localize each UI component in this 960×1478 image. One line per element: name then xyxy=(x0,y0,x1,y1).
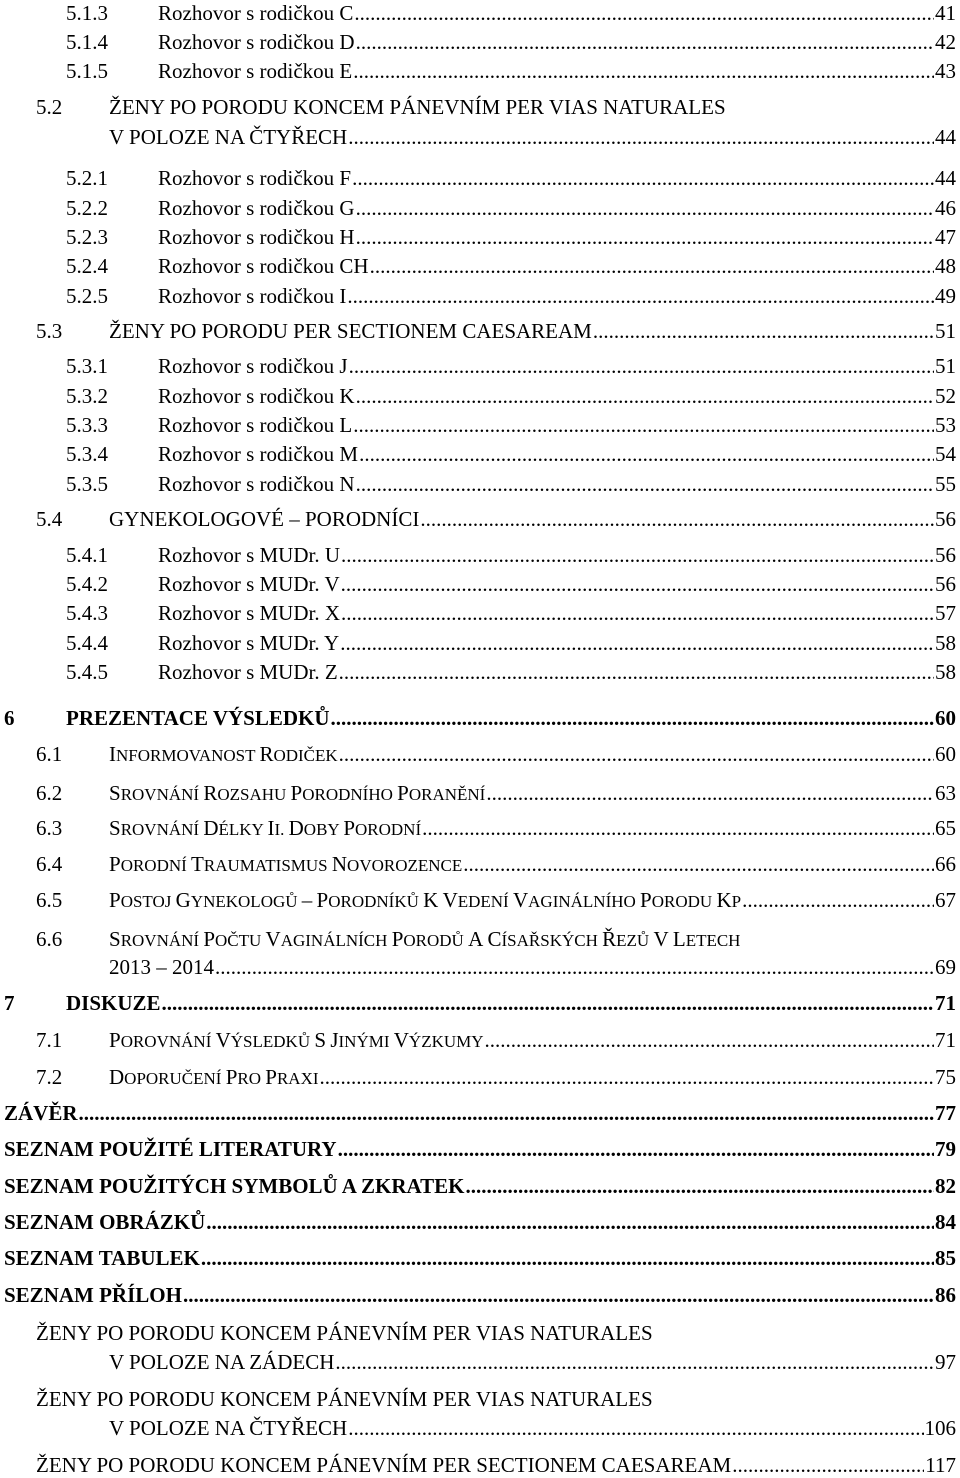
toc-entry-title: 2013 – 2014 xyxy=(109,955,214,979)
toc-entry-title: SEZNAM POUŽITÝCH SYMBOLŮ A ZKRATEK xyxy=(4,1174,465,1198)
toc-entry-6-3[interactable] xyxy=(36,815,956,843)
toc-entry-tabulky[interactable] xyxy=(4,1245,956,1271)
toc-entry-number: 7 xyxy=(4,991,15,1015)
toc-entry-zaver[interactable] xyxy=(4,1100,956,1126)
toc-entry-page: 41 xyxy=(935,1,956,25)
toc-entry-number: 5.1.4 xyxy=(66,30,108,54)
toc-entry-5-1-4[interactable] xyxy=(66,29,956,55)
toc-entry-page: 51 xyxy=(935,319,956,343)
toc-entry-appendix-2-first-line[interactable] xyxy=(36,1386,653,1412)
toc-entry-page: 82 xyxy=(935,1174,956,1198)
toc-entry-title: POSTOJ GYNEKOLOGŮ – PORODNÍKŮ K VEDENÍ VAGINÁLNÍHO PORODU KP xyxy=(109,888,742,912)
toc-entry-number: 5.1.5 xyxy=(66,59,108,83)
toc-entry-5-3-1[interactable] xyxy=(66,353,956,379)
toc-entry-title: GYNEKOLOGOVÉ – PORODNÍCI xyxy=(109,507,420,531)
toc-entry-page: 58 xyxy=(935,660,956,684)
toc-entry-title: PREZENTACE VÝSLEDKŮ xyxy=(66,706,330,730)
toc-entry-title: V POLOZE NA ČTYŘECH xyxy=(109,125,348,149)
toc-dot-leader xyxy=(422,815,934,841)
toc-entry-title: Rozhovor s rodičkou CH xyxy=(158,254,369,278)
toc-entry-page: 86 xyxy=(935,1283,956,1307)
toc-entry-page: 44 xyxy=(935,166,956,190)
toc-entry-title: POROVNÁNÍ VÝSLEDKŮ S JINÝMI VÝZKUMY xyxy=(109,1028,484,1052)
toc-entry-number: 6.1 xyxy=(36,742,63,766)
toc-entry-zkratky[interactable] xyxy=(4,1173,956,1199)
toc-entry-page: 84 xyxy=(935,1210,956,1234)
toc-dot-leader xyxy=(320,1064,934,1090)
toc-entry-title: Rozhovor s rodičkou H xyxy=(158,225,355,249)
toc-entry-title: ŽENY PO PORODU PER SECTIONEM CAESAREAM xyxy=(109,319,592,343)
toc-entry-5-4-4[interactable] xyxy=(66,630,956,656)
toc-entry-5-2-5[interactable] xyxy=(66,283,956,309)
toc-dot-leader xyxy=(340,630,934,656)
toc-entry-page: 66 xyxy=(935,852,956,876)
toc-dot-leader xyxy=(593,318,934,344)
toc-entry-title: Rozhovor s rodičkou J xyxy=(158,354,348,378)
toc-entry-title: DOPORUČENÍ PRO PRAXI xyxy=(109,1065,319,1089)
toc-entry-appendix-2[interactable] xyxy=(109,1415,956,1441)
toc-entry-title: Rozhovor s MUDr. Z xyxy=(158,660,338,684)
toc-dot-leader xyxy=(370,253,934,279)
toc-entry-page: 56 xyxy=(935,572,956,596)
toc-entry-number: 7.1 xyxy=(36,1028,63,1052)
toc-entry-5-1-3[interactable] xyxy=(66,0,956,26)
toc-entry-5-3-5[interactable] xyxy=(66,471,956,497)
toc-entry-number: 5.2.3 xyxy=(66,225,108,249)
toc-entry-number: 5.3.5 xyxy=(66,472,108,496)
toc-dot-leader xyxy=(353,58,934,84)
toc-entry-page: 54 xyxy=(935,442,956,466)
toc-entry-chapter-7[interactable] xyxy=(4,990,956,1016)
toc-entry-title: Rozhovor s rodičkou F xyxy=(158,166,352,190)
toc-entry-page: 97 xyxy=(935,1350,956,1374)
toc-entry-page: 67 xyxy=(935,888,956,912)
toc-entry-5-3-2[interactable] xyxy=(66,383,956,409)
toc-entry-title: ŽENY PO PORODU KONCEM PÁNEVNÍM PER SECTIONEM CAESAREAM xyxy=(36,1453,732,1477)
toc-entry-title-line1: ŽENY PO PORODU KONCEM PÁNEVNÍM PER VIAS NATURALES xyxy=(36,1321,653,1345)
toc-entry-5-4-5[interactable] xyxy=(66,659,956,685)
toc-entry-number: 6.4 xyxy=(36,852,63,876)
toc-entry-title: DISKUZE xyxy=(66,991,161,1015)
toc-entry-page: 65 xyxy=(935,816,956,840)
toc-dot-leader xyxy=(206,1209,934,1235)
toc-dot-leader xyxy=(183,1282,934,1308)
toc-entry-page: 106 xyxy=(924,1416,956,1440)
toc-entry-number: 5.3.2 xyxy=(66,384,108,408)
toc-entry-title: Rozhovor s rodičkou K xyxy=(158,384,355,408)
toc-entry-title-line1: ŽENY PO PORODU KONCEM PÁNEVNÍM PER VIAS NATURALES xyxy=(109,95,726,119)
toc-dot-leader xyxy=(339,659,934,685)
toc-entry-page: 53 xyxy=(935,413,956,437)
toc-entry-title: V POLOZE NA ČTYŘECH xyxy=(109,1416,348,1440)
toc-entry-number: 7.2 xyxy=(36,1065,63,1089)
toc-entry-number: 5.3.4 xyxy=(66,442,108,466)
toc-entry-6-6[interactable] xyxy=(109,954,956,980)
toc-dot-leader xyxy=(335,1349,934,1375)
toc-dot-leader xyxy=(356,195,934,221)
toc-entry-5-2-1[interactable] xyxy=(66,165,956,191)
toc-dot-leader xyxy=(742,887,934,913)
toc-entry-title: SROVNÁNÍ DÉLKY II. DOBY PORODNÍ xyxy=(109,816,422,840)
toc-entry-title: Rozhovor s rodičkou L xyxy=(158,413,353,437)
toc-entry-7-1[interactable] xyxy=(36,1027,956,1055)
toc-entry-number: 5.4.2 xyxy=(66,572,108,596)
toc-entry-6-6-first-line[interactable] xyxy=(36,926,740,954)
toc-dot-leader xyxy=(339,741,934,767)
toc-entry-title: Rozhovor s MUDr. V xyxy=(158,572,340,596)
toc-entry-title: Rozhovor s rodičkou D xyxy=(158,30,355,54)
toc-entry-page: 71 xyxy=(935,1028,956,1052)
toc-entry-page: 79 xyxy=(935,1137,956,1161)
toc-entry-5-2[interactable] xyxy=(109,124,956,150)
toc-entry-appendix-3[interactable] xyxy=(36,1452,956,1478)
toc-entry-title-line1: SROVNÁNÍ POČTU VAGINÁLNÍCH PORODŮ A CÍSAŘSKÝCH ŘEZŮ V LETECH xyxy=(109,927,741,951)
toc-dot-leader xyxy=(79,1100,934,1126)
toc-entry-title: SEZNAM PŘÍLOH xyxy=(4,1283,182,1307)
toc-entry-5-2-2[interactable] xyxy=(66,195,956,221)
toc-entry-number: 5.2.1 xyxy=(66,166,108,190)
toc-entry-page: 46 xyxy=(935,196,956,220)
toc-dot-leader xyxy=(420,506,934,532)
toc-entry-page: 57 xyxy=(935,601,956,625)
toc-entry-number: 6.6 xyxy=(36,927,63,951)
toc-entry-title: Rozhovor s MUDr. U xyxy=(158,543,340,567)
toc-dot-leader xyxy=(162,990,934,1016)
toc-entry-page: 42 xyxy=(935,30,956,54)
toc-dot-leader xyxy=(486,780,934,806)
toc-entry-number: 6.3 xyxy=(36,816,63,840)
toc-entry-number: 6.5 xyxy=(36,888,63,912)
toc-entry-number: 5.4.1 xyxy=(66,543,108,567)
toc-dot-leader xyxy=(349,353,934,379)
toc-dot-leader xyxy=(356,29,934,55)
toc-entry-number: 5.1.3 xyxy=(66,1,108,25)
toc-dot-leader xyxy=(354,0,934,26)
toc-dot-leader xyxy=(338,1136,934,1162)
toc-entry-6-4[interactable] xyxy=(36,851,956,879)
toc-entry-title: V POLOZE NA ZÁDECH xyxy=(109,1350,335,1374)
toc-entry-number: 6.2 xyxy=(36,781,63,805)
toc-dot-leader xyxy=(356,224,934,250)
toc-dot-leader xyxy=(732,1452,924,1478)
toc-entry-number: 5.2.2 xyxy=(66,196,108,220)
toc-entry-page: 63 xyxy=(935,781,956,805)
toc-entry-title: Rozhovor s rodičkou E xyxy=(158,59,353,83)
toc-entry-5-4-3[interactable] xyxy=(66,600,956,626)
toc-entry-appendix-1[interactable] xyxy=(109,1349,956,1375)
toc-entry-page: 60 xyxy=(935,706,956,730)
toc-dot-leader xyxy=(463,851,934,877)
toc-entry-5-4-2[interactable] xyxy=(66,571,956,597)
toc-entry-title: Rozhovor s rodičkou C xyxy=(158,1,354,25)
toc-dot-leader xyxy=(348,124,934,150)
toc-entry-page: 49 xyxy=(935,284,956,308)
toc-dot-leader xyxy=(347,283,934,309)
toc-entry-title: PORODNÍ TRAUMATISMUS NOVOROZENCE xyxy=(109,852,463,876)
toc-entry-title: ZÁVĚR xyxy=(4,1101,78,1125)
toc-entry-title: Rozhovor s MUDr. Y xyxy=(158,631,340,655)
toc-entry-title: SROVNÁNÍ ROZSAHU PORODNÍHO PORANĚNÍ xyxy=(109,781,486,805)
toc-dot-leader xyxy=(356,383,934,409)
toc-entry-page: 117 xyxy=(925,1453,956,1477)
toc-entry-6-5[interactable] xyxy=(36,887,956,915)
toc-entry-title: SEZNAM OBRÁZKŮ xyxy=(4,1210,206,1234)
toc-entry-5-4[interactable] xyxy=(36,506,956,532)
toc-entry-page: 44 xyxy=(935,125,956,149)
toc-entry-number: 5.2 xyxy=(36,95,63,119)
toc-entry-5-3-3[interactable] xyxy=(66,412,956,438)
toc-entry-page: 71 xyxy=(935,991,956,1015)
toc-entry-7-2[interactable] xyxy=(36,1064,956,1092)
toc-entry-number: 5.4.5 xyxy=(66,660,108,684)
toc-entry-page: 56 xyxy=(935,543,956,567)
toc-entry-literatura[interactable] xyxy=(4,1136,956,1162)
toc-entry-6-2[interactable] xyxy=(36,780,956,808)
toc-entry-title: Rozhovor s rodičkou I xyxy=(158,284,347,308)
toc-dot-leader xyxy=(201,1245,934,1271)
toc-dot-leader xyxy=(353,412,934,438)
toc-entry-appendix-1-first-line[interactable] xyxy=(36,1320,653,1346)
toc-entry-6-1[interactable] xyxy=(36,741,956,769)
toc-entry-page: 69 xyxy=(935,955,956,979)
toc-entry-5-2-first-line[interactable] xyxy=(36,94,726,120)
toc-entry-page: 56 xyxy=(935,507,956,531)
toc-entry-page: 43 xyxy=(935,59,956,83)
toc-entry-number: 5.4.4 xyxy=(66,631,108,655)
toc-entry-title: Rozhovor s MUDr. X xyxy=(158,601,340,625)
toc-dot-leader xyxy=(485,1027,934,1053)
toc-entry-number: 5.4 xyxy=(36,507,63,531)
toc-entry-page: 75 xyxy=(935,1065,956,1089)
toc-entry-number: 5.2.4 xyxy=(66,254,108,278)
toc-entry-5-3-4[interactable] xyxy=(66,441,956,467)
toc-entry-obrazky[interactable] xyxy=(4,1209,956,1235)
toc-entry-chapter-6[interactable] xyxy=(4,705,956,731)
toc-entry-page: 47 xyxy=(935,225,956,249)
toc-entry-page: 85 xyxy=(935,1246,956,1270)
toc-entry-number: 5.3.1 xyxy=(66,354,108,378)
toc-entry-page: 55 xyxy=(935,472,956,496)
toc-dot-leader xyxy=(341,571,934,597)
toc-entry-title: Rozhovor s rodičkou N xyxy=(158,472,355,496)
toc-dot-leader xyxy=(359,441,934,467)
toc-entry-5-3[interactable] xyxy=(36,318,956,344)
toc-entry-page: 58 xyxy=(935,631,956,655)
toc-entry-page: 48 xyxy=(935,254,956,278)
toc-dot-leader xyxy=(466,1173,934,1199)
toc-entry-prilohy[interactable] xyxy=(4,1282,956,1308)
toc-dot-leader xyxy=(348,1415,923,1441)
toc-entry-title: Rozhovor s rodičkou M xyxy=(158,442,359,466)
toc-dot-leader xyxy=(341,542,934,568)
toc-entry-title: SEZNAM TABULEK xyxy=(4,1246,200,1270)
toc-entry-page: 51 xyxy=(935,354,956,378)
toc-entry-5-4-1[interactable] xyxy=(66,542,956,568)
toc-entry-page: 60 xyxy=(935,742,956,766)
toc-dot-leader xyxy=(215,954,934,980)
toc-entry-number: 5.2.5 xyxy=(66,284,108,308)
toc-entry-title: Rozhovor s rodičkou G xyxy=(158,196,355,220)
toc-entry-5-2-4[interactable] xyxy=(66,253,956,279)
toc-entry-page: 77 xyxy=(935,1101,956,1125)
toc-entry-number: 5.4.3 xyxy=(66,601,108,625)
toc-dot-leader xyxy=(331,705,934,731)
toc-entry-number: 5.3 xyxy=(36,319,63,343)
toc-entry-title-line1: ŽENY PO PORODU KONCEM PÁNEVNÍM PER VIAS NATURALES xyxy=(36,1387,653,1411)
toc-entry-title: SEZNAM POUŽITÉ LITERATURY xyxy=(4,1137,337,1161)
toc-entry-title: INFORMOVANOST RODIČEK xyxy=(109,742,338,766)
toc-entry-5-1-5[interactable] xyxy=(66,58,956,84)
toc-entry-page: 52 xyxy=(935,384,956,408)
toc-dot-leader xyxy=(341,600,934,626)
toc-dot-leader xyxy=(352,165,934,191)
toc-entry-number: 5.3.3 xyxy=(66,413,108,437)
toc-dot-leader xyxy=(356,471,934,497)
toc-entry-5-2-3[interactable] xyxy=(66,224,956,250)
toc-entry-number: 6 xyxy=(4,706,15,730)
